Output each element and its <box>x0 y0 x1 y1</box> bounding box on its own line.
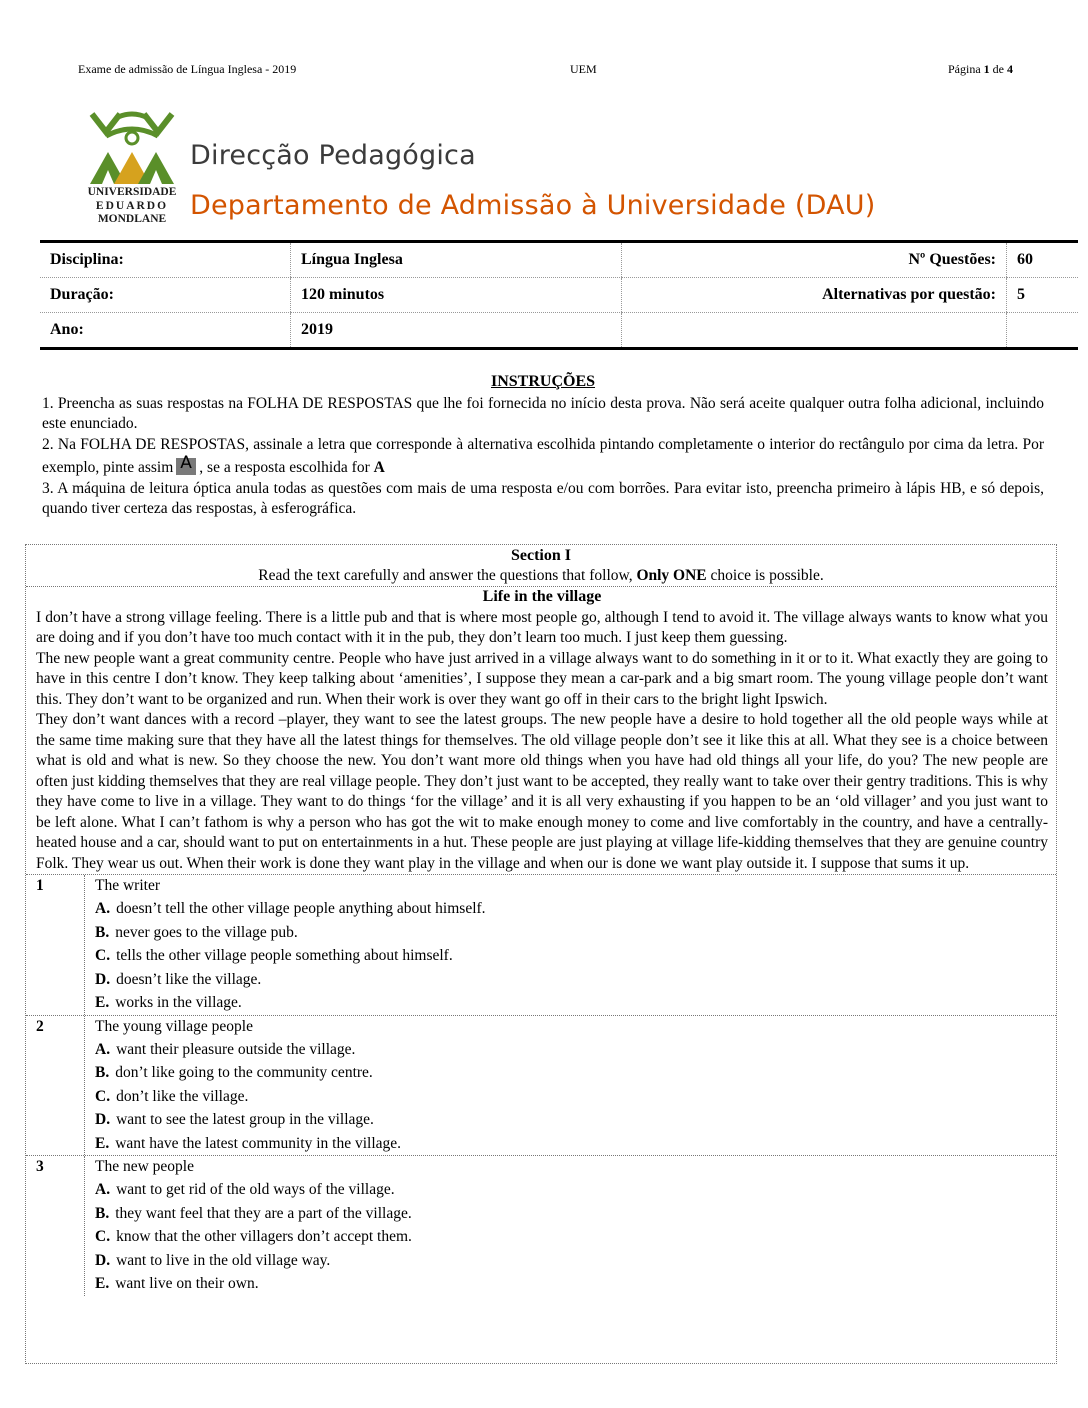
empty-cell <box>1007 313 1079 349</box>
section-title: Section I <box>511 547 571 564</box>
question-1 <box>26 875 1056 1016</box>
option-a[interactable]: A. want their pleasure outside the village. <box>95 1040 356 1058</box>
question-stem: The new people <box>95 1158 194 1175</box>
question-3 <box>26 1156 1056 1296</box>
option-d[interactable]: D. want to see the latest group in the village. <box>95 1111 374 1128</box>
question-number: 1 <box>26 875 85 1015</box>
filled-rectangle-icon: A <box>176 458 196 475</box>
question-2 <box>26 1016 1056 1157</box>
option-b[interactable]: B. they want feel that they are a part of the village. <box>95 1204 412 1222</box>
questoes-label: Nº Questões: <box>622 242 1007 278</box>
reading-passage <box>26 587 1056 875</box>
directorate-title: Direcção Pedagógica <box>190 140 476 171</box>
instructions <box>42 372 1044 520</box>
question-number: 2 <box>26 1016 85 1156</box>
section-instruction: Read the text carefully and answer the questions that follow, Only ONE choice is possible. <box>258 567 824 584</box>
option-c[interactable]: C. know that the other villagers don’t accept them. <box>95 1228 412 1245</box>
institution-abbrev: UEM <box>570 62 597 76</box>
page-number: Página 1 de 4 <box>948 62 1013 76</box>
passage-paragraph: The new people want a great community centre. People who have just arrived in a village always want to do something in it or to it. What exactly they are going to have in this centre I don’t know. They keep talking about ‘amenities’, I suppose they mean a car-park and a big smart room. The young village people don’t want this. They don’t want to be organized and run. When their work is over they want go off in their cars to the bright light Ipswich. <box>36 649 1048 708</box>
duracao-value: 120 minutos <box>291 278 622 313</box>
option-b[interactable]: B. don’t like going to the community centre. <box>95 1064 373 1081</box>
empty-cell <box>622 313 1007 349</box>
university-name: UNIVERSIDADE EDUARDO MONDLANE <box>87 186 177 225</box>
option-a[interactable]: A. doesn’t tell the other village people anything about himself. <box>95 900 486 917</box>
option-c[interactable]: C. tells the other village people something about himself. <box>95 947 453 964</box>
duracao-label: Duração: <box>40 278 291 313</box>
passage-paragraph: I don’t have a strong village feeling. There is a little pub and that is where most people go, although I tend to avoid it. The village always wants to know what you are doing and if you don’t have too much contact with it in the pub, they don’t learn too much. I just keep them guessing. <box>36 608 1048 646</box>
instruction-1: 1. Preencha as suas respostas na FOLHA DE RESPOSTAS que lhe foi fornecida no início desta prova. Não será aceite qualquer outra folha adicional, incluindo este enunciado. <box>42 394 1044 432</box>
ano-value: 2019 <box>291 313 622 349</box>
disciplina-value: Língua Inglesa <box>291 242 622 278</box>
exam-title: Exame de admissão de Língua Inglesa - 2019 <box>78 62 297 76</box>
exam-info-table <box>40 240 1078 350</box>
option-e[interactable]: E. want have the latest community in the village. <box>95 1134 402 1152</box>
section-1 <box>25 544 1057 1364</box>
option-e[interactable]: E. want live on their own. <box>95 1275 259 1292</box>
disciplina-label: Disciplina: <box>40 242 291 278</box>
question-stem: The writer <box>95 877 160 894</box>
question-stem: The young village people <box>95 1017 253 1035</box>
instruction-2: 2. Na FOLHA DE RESPOSTAS, assinale a letra que corresponde à alternativa escolhida pintando completamente o interior do rectângulo por cima da letra. Por exemplo, pinte assim A , se a resposta escolhida for A <box>42 435 1044 476</box>
section-header <box>26 545 1056 587</box>
department-title: Departamento de Admissão à Universidade (DAU) <box>190 190 876 221</box>
option-b[interactable]: B. never goes to the village pub. <box>95 923 298 941</box>
option-d[interactable]: D. doesn’t like the village. <box>95 970 262 988</box>
ano-label: Ano: <box>40 313 291 349</box>
option-e[interactable]: E. works in the village. <box>95 994 242 1011</box>
option-a[interactable]: A. want to get rid of the old ways of the village. <box>95 1181 395 1198</box>
passage-title: Life in the village <box>482 588 602 605</box>
questoes-value: 60 <box>1007 242 1079 278</box>
instruction-3: 3. A máquina de leitura óptica anula todas as questões com mais de uma resposta e/ou com borrões. Para evitar isto, preencha primeiro à lápis HB, e só depois, quando tiver certeza das respostas, à esferográfica. <box>42 479 1044 517</box>
page-header <box>78 62 1013 82</box>
alternativas-label: Alternativas por questão: <box>622 278 1007 313</box>
instructions-title: INSTRUÇÕES <box>490 373 596 390</box>
alternativas-value: 5 <box>1007 278 1079 313</box>
passage-paragraph: They don’t want dances with a record –player, they want to see the latest groups. The new people have a desire to hold together all the old people ways while at the same time making sure that they have all the latest things for themselves. The old village people don’t see it like this at all. What they see is a choice between what is old and what is new. So they choose the new. You don’t want more old things when you have had old things all your life, do you? The new people are often just kidding themselves that they are real village people. They don’t just want to be accepted, they really want to take over their gentry traditions. This is why they have come to live in a village. They want to do things ‘for the village’ and it is all very exhausting if you happen to be an ‘old villager’ and you just want to be left alone. What I can’t fathom is why a person who has got the wit to make enough money to come and live comfortably in the country, and have a centrally-heated house and a car, should want to put on entertainments in a hut. These people are just playing at village life-kidding themselves that they are genuine country Folk. They wear us out. When their work is done they want play in the village and when our is done we want play outside it. I suppose that sums it up. <box>36 711 1048 872</box>
option-c[interactable]: C. don’t like the village. <box>95 1087 249 1105</box>
option-d[interactable]: D. want to live in the old village way. <box>95 1251 331 1269</box>
question-number: 3 <box>26 1156 85 1296</box>
